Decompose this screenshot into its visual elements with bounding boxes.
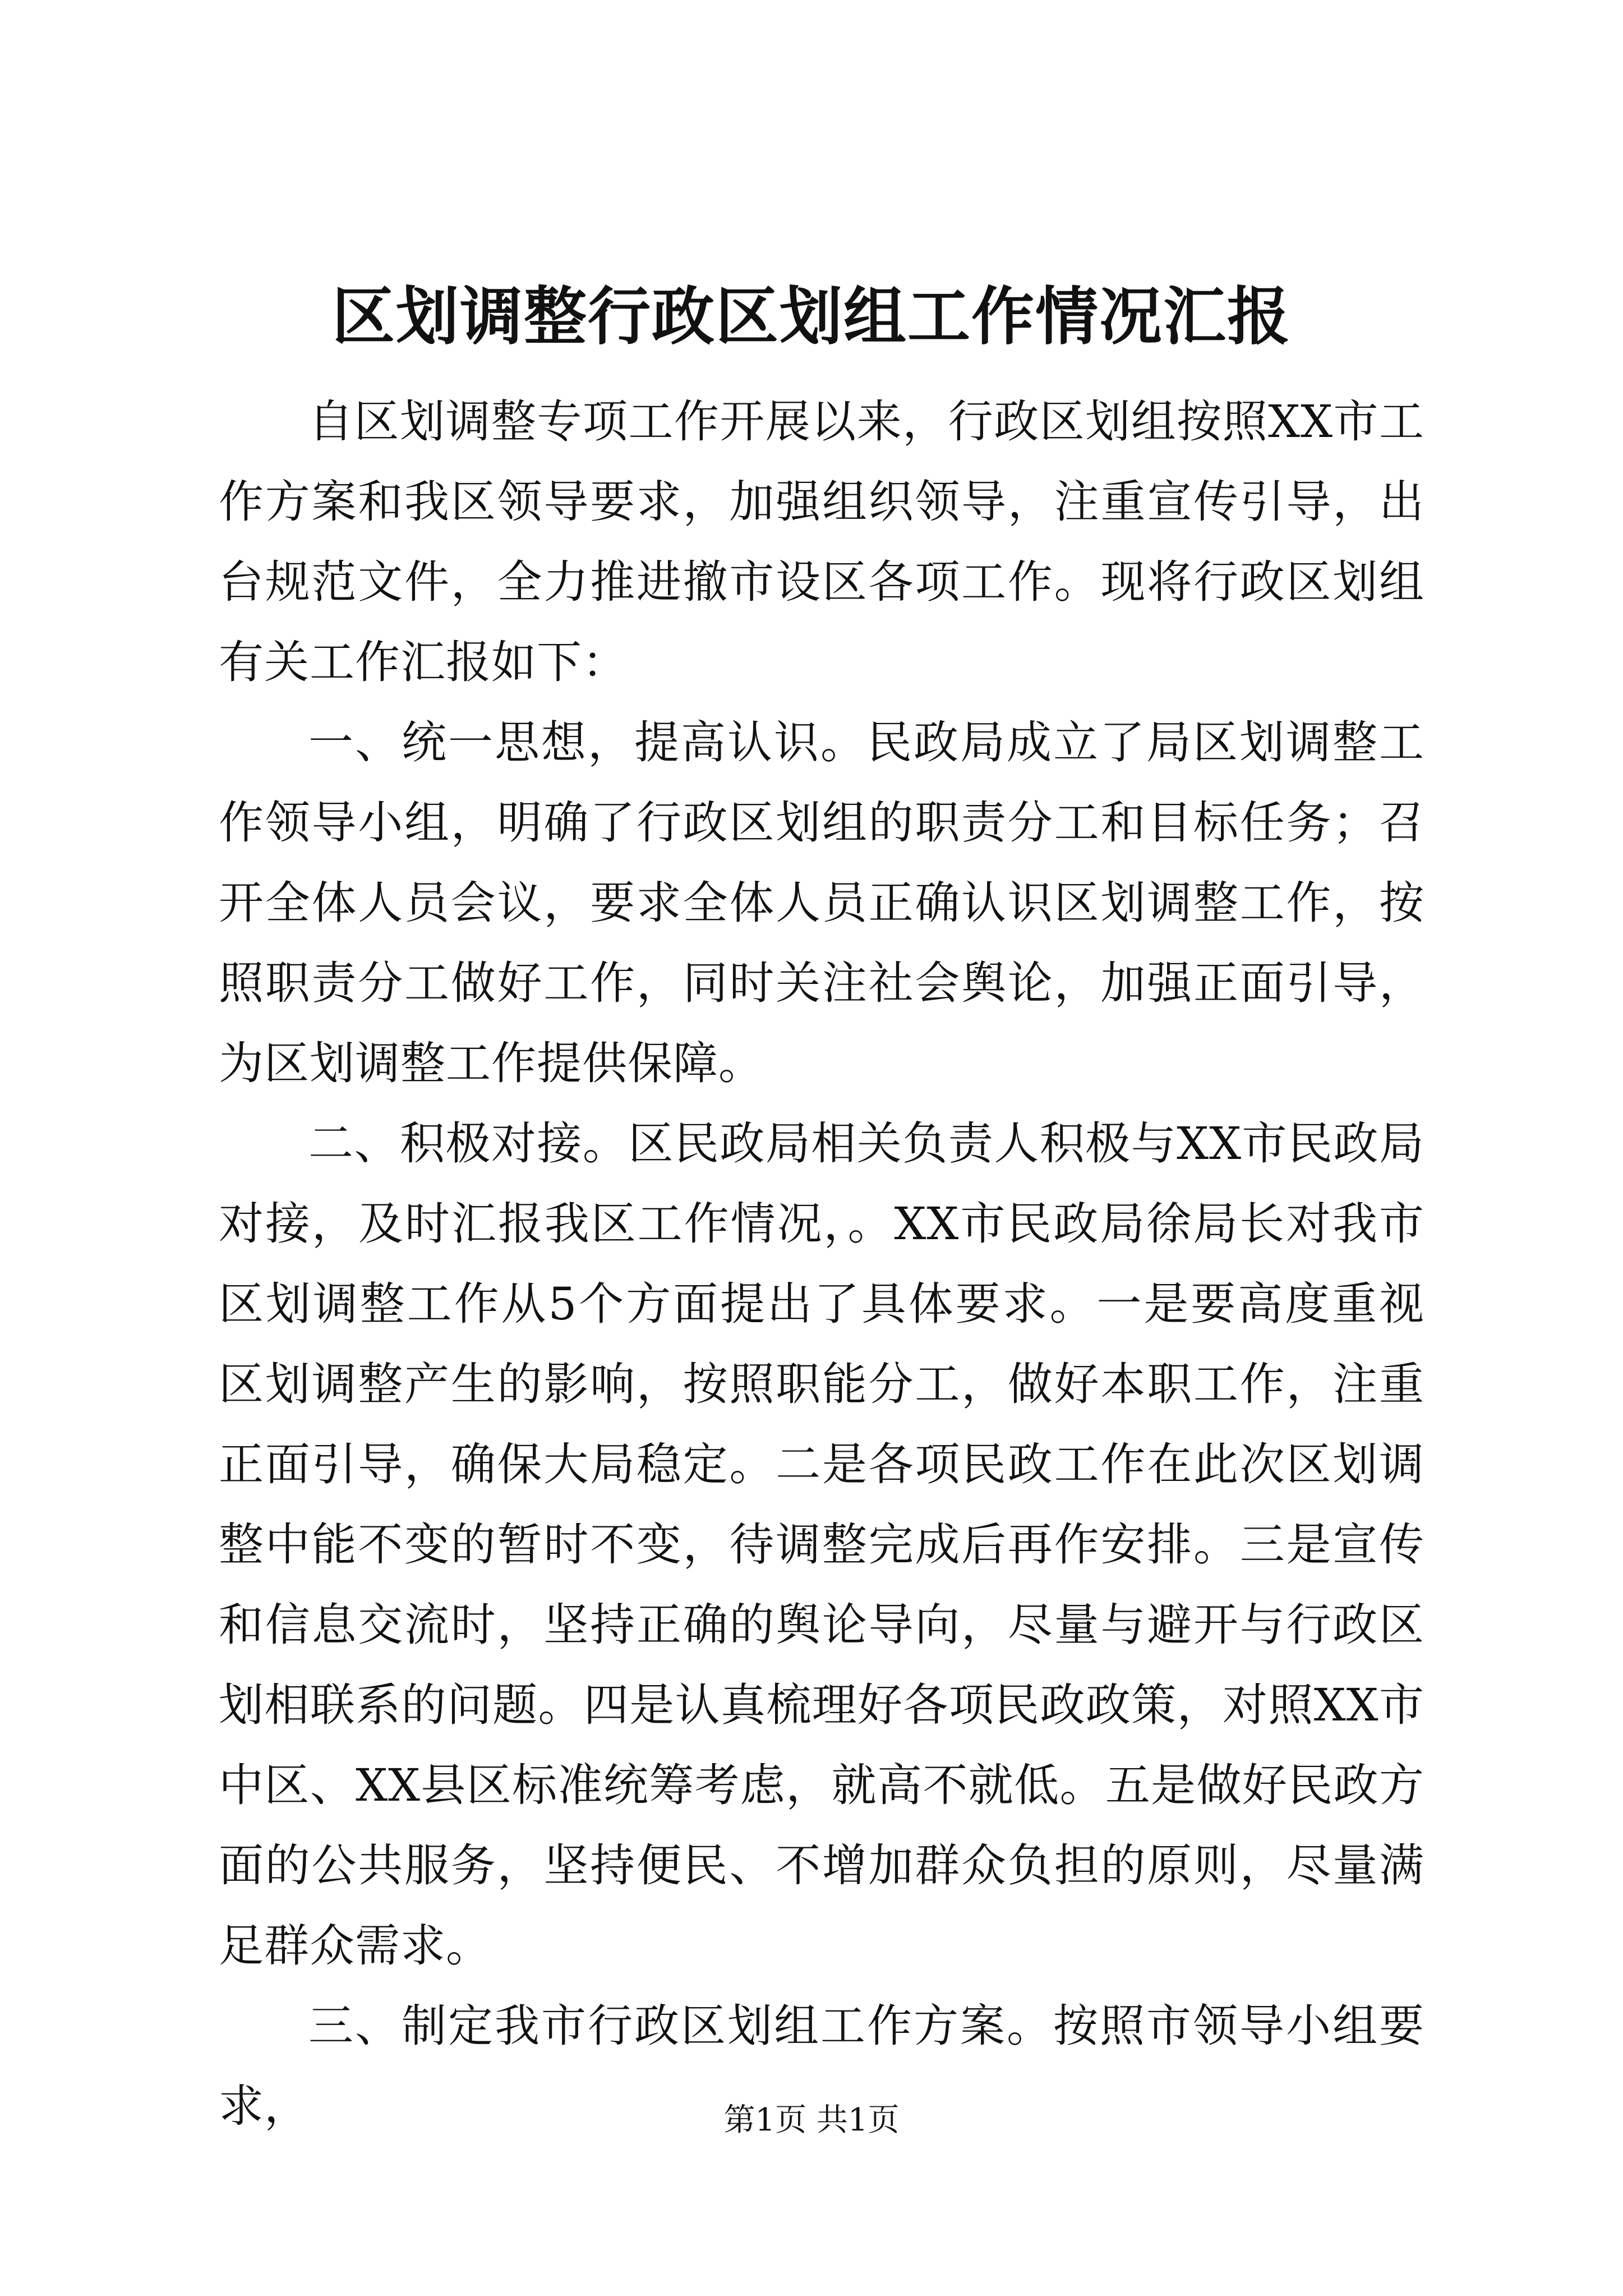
document-body: [219, 381, 1424, 2146]
paragraph-section-3: 三、制定我市行政区划组工作方案。按照市领导小组要求，: [219, 2000, 1424, 2132]
paragraph-section-2: 二、积极对接。区民政局相关负责人积极与XX市民政局对接，及时汇报我区工作情况，。XX市民政局徐局长对我市区划调整工作从5个方面提出了具体要求。一是要高度重视区划调整产生的影响，按照职能分工，做好本职工作，注重正面引导，确保大局稳定。二是各项民政工作在此次区划调整中能不变的暂时不变，待调整完成后再作安排。三是宣传和信息交流时，坚持正确的舆论导向，尽量与避开与行政区划相联系的问题。四是认真梳理好各项民政政策，对照XX市中区、XX县区标准统筹考虑，就高不就低。五是做好民政方面的公共服务，坚持便民、不增加群众负担的原则，尽量满足群众需求。: [219, 1117, 1424, 1972]
page-footer: 第1页 共1页: [723, 2102, 900, 2138]
paragraph-intro: 自区划调整专项工作开展以来，行政区划组按照XX市工作方案和我区领导要求，加强组织领导，注重宣传引导，出台规范文件，全力推进撤市设区各项工作。现将行政区划组有关工作汇报如下：: [219, 395, 1424, 688]
document-title: 区划调整行政区划组工作情况汇报: [332, 280, 1291, 353]
paragraph-section-1: 一、统一思想，提高认识。民政局成立了局区划调整工作领导小组，明确了行政区划组的职责分工和目标任务；召开全体人员会议，要求全体人员正确认识区划调整工作，按照职责分工做好工作，同时关注社会舆论，加强正面引导，为区划调整工作提供保障。: [219, 716, 1424, 1089]
